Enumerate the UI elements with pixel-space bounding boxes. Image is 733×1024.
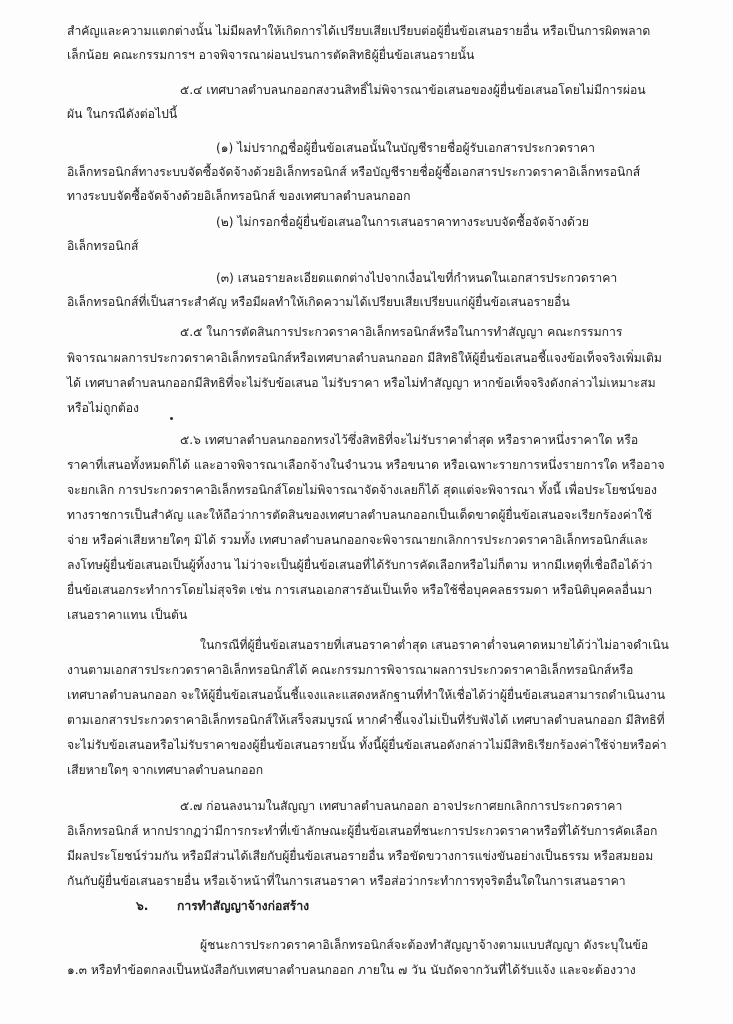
body-line: เสียหายใดๆ จากเทศบาลตำบลนกออก bbox=[67, 763, 264, 777]
body-line: ราคาที่เสนอทั้งหมดก็ได้ และอาจพิจารณาเลือกจ้างในจำนวน หรือขนาด หรือเฉพาะรายการหนึ่งรายการใด หรืออาจ bbox=[67, 458, 665, 472]
section-5-5: ๕.๕ ในการตัดสินการประกวดราคาอิเล็กทรอนิกส์หรือในการทำสัญญา คณะกรรมการ bbox=[180, 325, 623, 339]
body-line: จะไม่รับข้อเสนอหรือไม่รับราคาของผู้ยื่นข้อเสนอรายนั้น ทั้งนี้ผู้ยื่นข้อเสนอดังกล่าวไม่มีสิทธิเรียกร้องค่าใช้จ่ายหรือค่า bbox=[67, 738, 667, 752]
item-2: (๒) ไม่กรอกชื่อผู้ยื่นข้อเสนอในการเสนอราคาทางระบบจัดซื้อจัดจ้างด้วย bbox=[216, 215, 589, 229]
body-line: ยื่นข้อเสนอกระทำการโดยไม่สุจริต เช่น การเสนอเอกสารอันเป็นเท็จ หรือใช้ชื่อบุคคลธรรมดา หรือนิติบุคคลอื่นมา bbox=[67, 583, 653, 597]
body-line: ๑.๓ หรือทำข้อตกลงเป็นหนังสือกับเทศบาลตำบลนกออก ภายใน ๗ วัน นับถัดจากวันที่ได้รับแจ้ง และจะต้องวาง bbox=[67, 963, 636, 977]
body-line: ทางราชการเป็นสำคัญ และให้ถือว่าการตัดสินของเทศบาลตำบลนกออกเป็นเด็ดขาดผู้ยื่นข้อเสนอจะเรียกร้องค่าใช้ bbox=[67, 508, 652, 522]
body-line: อิเล็กทรอนิกส์ที่เป็นสาระสำคัญ หรือมีผลทำให้เกิดความได้เปรียบเสียเปรียบแก่ผู้ยื่นข้อเสนอรายอื่น bbox=[67, 295, 570, 309]
body-line: ลงโทษผู้ยื่นข้อเสนอเป็นผู้ทิ้งงาน ไม่ว่าจะเป็นผู้ยื่นข้อเสนอที่ได้รับการคัดเลือกหรือไม่ก็ตาม หากมีเหตุที่เชื่อถือได้ว่า bbox=[67, 558, 653, 572]
body-line: เทศบาลตำบลนกออก จะให้ผู้ยื่นข้อเสนอนั้นชี้แจงและแสดงหลักฐานที่ทำให้เชื่อได้ว่าผู้ยื่นข้อเสนอสามารถดำเนินงาน bbox=[67, 688, 666, 702]
section-5-4: ๕.๔ เทศบาลตำบลนกออกสงวนสิทธิ์ไม่พิจารณาข้อเสนอของผู้ยื่นข้อเสนอโดยไม่มีการผ่อน bbox=[180, 83, 646, 97]
item-3: (๓) เสนอรายละเอียดแตกต่างไปจากเงื่อนไขที่กำหนดในเอกสารประกวดราคา bbox=[216, 271, 618, 285]
body-line: อิเล็กทรอนิกส์ หากปรากฏว่ามีการกระทำที่เข้าลักษณะผู้ยื่นข้อเสนอที่ชนะการประกวดราคาหรือที่ได้รับการคัดเลือก bbox=[67, 824, 658, 838]
paragraph-start: ในกรณีที่ผู้ยื่นข้อเสนอรายที่เสนอราคาต่ำสุด เสนอราคาต่ำจนคาดหมายได้ว่าไม่อาจดำเนิน bbox=[200, 638, 669, 652]
body-line: กันกับผู้ยื่นข้อเสนอรายอื่น หรือเจ้าหน้าที่ในการเสนอราคา หรือส่อว่ากระทำการทุจริตอื่นใดในการเสนอราคา bbox=[67, 874, 626, 888]
body-line: มีผลประโยชน์ร่วมกัน หรือมีส่วนได้เสียกับผู้ยื่นข้อเสนอรายอื่น หรือขัดขวางการแข่งขันอย่างเป็นธรรม หรือสมยอม bbox=[67, 849, 654, 863]
section-6-number: ๖. bbox=[136, 899, 149, 913]
body-line: จ่าย หรือค่าเสียหายใดๆ มิได้ รวมทั้ง เทศบาลตำบลนกออกจะพิจารณายกเลิกการประกวดราคาอิเล็กทรอนิกส์และ bbox=[67, 533, 649, 547]
body-line: งานตามเอกสารประกวดราคาอิเล็กทรอนิกส์ได้ คณะกรรมการพิจารณาผลการประกวดราคาอิเล็กทรอนิกส์หรือ bbox=[67, 663, 634, 677]
section-6-heading: การทำสัญญาจ้างก่อสร้าง bbox=[177, 899, 310, 913]
body-line: อิเล็กทรอนิกส์ bbox=[67, 239, 139, 253]
body-line: ผัน ในกรณีดังต่อไปนี้ bbox=[67, 107, 178, 121]
paragraph-start: ผู้ชนะการประกวดราคาอิเล็กทรอนิกส์จะต้องทำสัญญาจ้างตามแบบสัญญา ดังระบุในข้อ bbox=[200, 938, 649, 952]
body-line: เสนอราคาแทน เป็นต้น bbox=[67, 608, 188, 622]
section-5-6: ๕.๖ เทศบาลตำบลนกออกทรงไว้ซึ่งสิทธิที่จะไม่รับราคาต่ำสุด หรือราคาหนึ่งราคาใด หรือ bbox=[180, 433, 639, 447]
body-line: สำคัญและความแตกต่างนั้น ไม่มีผลทำให้เกิดการได้เปรียบเสียเปรียบต่อผู้ยื่นข้อเสนอรายอื่น หรือเป็นการผิดพลาด bbox=[67, 24, 651, 38]
body-line: ได้ เทศบาลตำบลนกออกมีสิทธิที่จะไม่รับข้อเสนอ ไม่รับราคา หรือไม่ทำสัญญา หากข้อเท็จจริงดังกล่าวไม่เหมาะสม bbox=[67, 376, 656, 390]
item-1: (๑) ไม่ปรากฏชื่อผู้ยื่นข้อเสนอนั้นในบัญชีรายชื่อผู้รับเอกสารประกวดราคา bbox=[216, 141, 596, 155]
body-line: ทางระบบจัดซื้อจัดจ้างด้วยอิเล็กทรอนิกส์ ของเทศบาลตำบลนกออก bbox=[67, 189, 411, 203]
body-line: ตามเอกสารประกวดราคาอิเล็กทรอนิกส์ให้เสร็จสมบูรณ์ หากคำชี้แจงไม่เป็นที่รับฟังได้ เทศบาลตำบลนกออก มีสิทธิที่ bbox=[67, 713, 665, 727]
body-line: เล็กน้อย คณะกรรมการฯ อาจพิจารณาผ่อนปรนการตัดสิทธิผู้ยื่นข้อเสนอรายนั้น bbox=[67, 48, 475, 62]
body-line: อิเล็กทรอนิกส์ทางระบบจัดซื้อจัดจ้างด้วยอิเล็กทรอนิกส์ หรือบัญชีรายชื่อผู้ซื้อเอกสารประกวดราคาอิเล็กทรอนิกส์ bbox=[67, 165, 641, 179]
body-line: หรือไม่ถูกต้อง bbox=[67, 401, 140, 415]
body-line: พิจารณาผลการประกวดราคาอิเล็กทรอนิกส์หรือเทศบาลตำบลนกออก มีสิทธิให้ผู้ยื่นข้อเสนอชี้แจงข้อเท็จจริงเพิ่มเติม bbox=[67, 351, 662, 365]
section-5-7: ๕.๗ ก่อนลงนามในสัญญา เทศบาลตำบลนกออก อาจประกาศยกเลิกการประกวดราคา bbox=[180, 799, 623, 813]
body-line: จะยกเลิก การประกวดราคาอิเล็กทรอนิกส์โดยไม่พิจารณาจัดจ้างเลยก็ได้ สุดแต่จะพิจารณา ทั้งนี้ เพื่อประโยชน์ของ bbox=[67, 483, 657, 497]
stray-mark bbox=[170, 417, 173, 420]
